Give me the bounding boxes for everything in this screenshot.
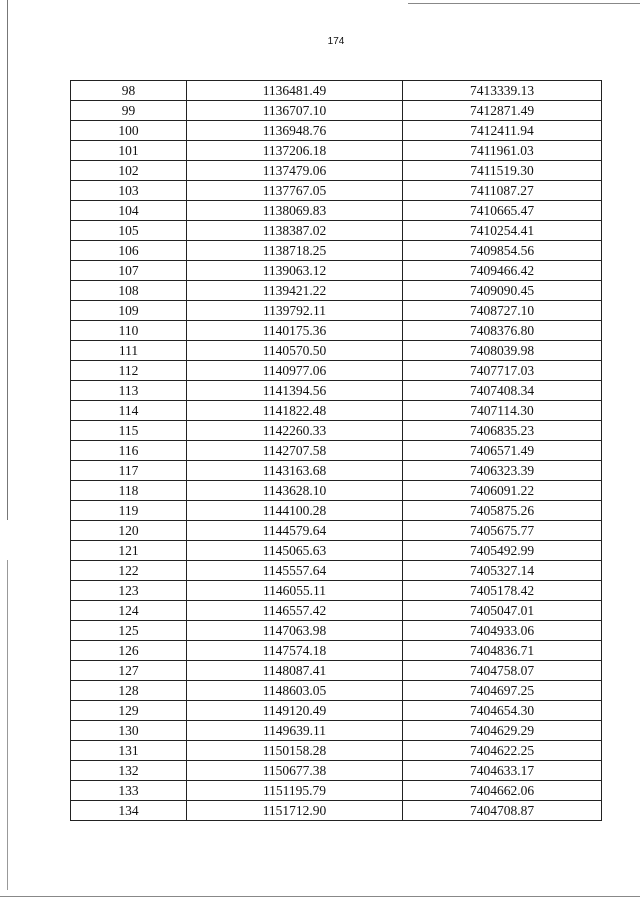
y-coordinate-cell: 7408039.98 [403,341,602,361]
coordinates-table [70,80,602,821]
y-coordinate-cell: 7405492.99 [403,541,602,561]
x-coordinate-cell: 1149639.11 [187,721,403,741]
y-coordinate-cell: 7404633.17 [403,761,602,781]
x-coordinate-cell: 1146055.11 [187,581,403,601]
point-number-cell: 123 [71,581,187,601]
y-coordinate-cell: 7405047.01 [403,601,602,621]
y-coordinate-cell: 7409466.42 [403,261,602,281]
table-row [71,281,602,301]
coordinates-table-body [71,81,602,821]
table-row [71,181,602,201]
x-coordinate-cell: 1137767.05 [187,181,403,201]
point-number-cell: 114 [71,401,187,421]
table-row [71,201,602,221]
table-row [71,241,602,261]
point-number-cell: 113 [71,381,187,401]
point-number-cell: 131 [71,741,187,761]
table-row [71,421,602,441]
y-coordinate-cell: 7404662.06 [403,781,602,801]
table-row [71,381,602,401]
y-coordinate-cell: 7404933.06 [403,621,602,641]
point-number-cell: 104 [71,201,187,221]
table-row [71,361,602,381]
table-row [71,701,602,721]
x-coordinate-cell: 1139421.22 [187,281,403,301]
y-coordinate-cell: 7411087.27 [403,181,602,201]
table-row [71,341,602,361]
x-coordinate-cell: 1136481.49 [187,81,403,101]
x-coordinate-cell: 1142707.58 [187,441,403,461]
y-coordinate-cell: 7405675.77 [403,521,602,541]
x-coordinate-cell: 1145065.63 [187,541,403,561]
y-coordinate-cell: 7405875.26 [403,501,602,521]
x-coordinate-cell: 1138069.83 [187,201,403,221]
y-coordinate-cell: 7412411.94 [403,121,602,141]
y-coordinate-cell: 7407408.34 [403,381,602,401]
y-coordinate-cell: 7410665.47 [403,201,602,221]
y-coordinate-cell: 7405178.42 [403,581,602,601]
x-coordinate-cell: 1138718.25 [187,241,403,261]
x-coordinate-cell: 1138387.02 [187,221,403,241]
y-coordinate-cell: 7406091.22 [403,481,602,501]
table-row [71,481,602,501]
table-row [71,781,602,801]
x-coordinate-cell: 1136948.76 [187,121,403,141]
point-number-cell: 99 [71,101,187,121]
x-coordinate-cell: 1150158.28 [187,741,403,761]
point-number-cell: 98 [71,81,187,101]
y-coordinate-cell: 7410254.41 [403,221,602,241]
point-number-cell: 121 [71,541,187,561]
y-coordinate-cell: 7406323.39 [403,461,602,481]
x-coordinate-cell: 1150677.38 [187,761,403,781]
y-coordinate-cell: 7409854.56 [403,241,602,261]
y-coordinate-cell: 7408727.10 [403,301,602,321]
point-number-cell: 112 [71,361,187,381]
y-coordinate-cell: 7407114.30 [403,401,602,421]
x-coordinate-cell: 1140570.50 [187,341,403,361]
x-coordinate-cell: 1137479.06 [187,161,403,181]
x-coordinate-cell: 1136707.10 [187,101,403,121]
y-coordinate-cell: 7404629.29 [403,721,602,741]
point-number-cell: 125 [71,621,187,641]
y-coordinate-cell: 7411519.30 [403,161,602,181]
point-number-cell: 127 [71,661,187,681]
point-number-cell: 126 [71,641,187,661]
y-coordinate-cell: 7404654.30 [403,701,602,721]
x-coordinate-cell: 1148087.41 [187,661,403,681]
point-number-cell: 119 [71,501,187,521]
point-number-cell: 117 [71,461,187,481]
x-coordinate-cell: 1146557.42 [187,601,403,621]
table-row [71,561,602,581]
point-number-cell: 116 [71,441,187,461]
y-coordinate-cell: 7408376.80 [403,321,602,341]
x-coordinate-cell: 1149120.49 [187,701,403,721]
table-row [71,261,602,281]
x-coordinate-cell: 1147063.98 [187,621,403,641]
table-row [71,621,602,641]
table-row [71,441,602,461]
point-number-cell: 103 [71,181,187,201]
table-row [71,81,602,101]
y-coordinate-cell: 7404758.07 [403,661,602,681]
point-number-cell: 105 [71,221,187,241]
table-row [71,601,602,621]
point-number-cell: 101 [71,141,187,161]
x-coordinate-cell: 1141822.48 [187,401,403,421]
table-row [71,501,602,521]
x-coordinate-cell: 1148603.05 [187,681,403,701]
table-row [71,581,602,601]
point-number-cell: 108 [71,281,187,301]
table-row [71,301,602,321]
scan-edge-top [408,3,640,4]
point-number-cell: 100 [71,121,187,141]
x-coordinate-cell: 1143628.10 [187,481,403,501]
x-coordinate-cell: 1143163.68 [187,461,403,481]
y-coordinate-cell: 7406571.49 [403,441,602,461]
point-number-cell: 102 [71,161,187,181]
table-row [71,521,602,541]
table-row [71,801,602,821]
scan-edge-left-lower [7,560,8,890]
point-number-cell: 111 [71,341,187,361]
y-coordinate-cell: 7411961.03 [403,141,602,161]
table-row [71,321,602,341]
x-coordinate-cell: 1151195.79 [187,781,403,801]
x-coordinate-cell: 1137206.18 [187,141,403,161]
table-row [71,221,602,241]
point-number-cell: 110 [71,321,187,341]
x-coordinate-cell: 1151712.90 [187,801,403,821]
x-coordinate-cell: 1139792.11 [187,301,403,321]
point-number-cell: 118 [71,481,187,501]
point-number-cell: 106 [71,241,187,261]
y-coordinate-cell: 7404622.25 [403,741,602,761]
point-number-cell: 115 [71,421,187,441]
point-number-cell: 124 [71,601,187,621]
scan-edge-left [7,0,8,520]
point-number-cell: 134 [71,801,187,821]
x-coordinate-cell: 1144100.28 [187,501,403,521]
point-number-cell: 132 [71,761,187,781]
y-coordinate-cell: 7404697.25 [403,681,602,701]
point-number-cell: 122 [71,561,187,581]
point-number-cell: 107 [71,261,187,281]
y-coordinate-cell: 7404836.71 [403,641,602,661]
table-row [71,641,602,661]
table-row [71,101,602,121]
x-coordinate-cell: 1139063.12 [187,261,403,281]
point-number-cell: 129 [71,701,187,721]
y-coordinate-cell: 7407717.03 [403,361,602,381]
y-coordinate-cell: 7413339.13 [403,81,602,101]
table-row [71,761,602,781]
x-coordinate-cell: 1140175.36 [187,321,403,341]
x-coordinate-cell: 1145557.64 [187,561,403,581]
table-row [71,541,602,561]
y-coordinate-cell: 7404708.87 [403,801,602,821]
page-number: 174 [327,36,345,47]
x-coordinate-cell: 1140977.06 [187,361,403,381]
point-number-cell: 120 [71,521,187,541]
table-row [71,121,602,141]
y-coordinate-cell: 7409090.45 [403,281,602,301]
table-row [71,661,602,681]
table-row [71,161,602,181]
table-row [71,721,602,741]
point-number-cell: 128 [71,681,187,701]
x-coordinate-cell: 1144579.64 [187,521,403,541]
x-coordinate-cell: 1147574.18 [187,641,403,661]
x-coordinate-cell: 1142260.33 [187,421,403,441]
table-row [71,741,602,761]
point-number-cell: 133 [71,781,187,801]
point-number-cell: 109 [71,301,187,321]
table-row [71,401,602,421]
y-coordinate-cell: 7412871.49 [403,101,602,121]
y-coordinate-cell: 7405327.14 [403,561,602,581]
x-coordinate-cell: 1141394.56 [187,381,403,401]
point-number-cell: 130 [71,721,187,741]
scan-edge-bottom [0,896,640,897]
table-row [71,141,602,161]
table-row [71,681,602,701]
y-coordinate-cell: 7406835.23 [403,421,602,441]
table-row [71,461,602,481]
